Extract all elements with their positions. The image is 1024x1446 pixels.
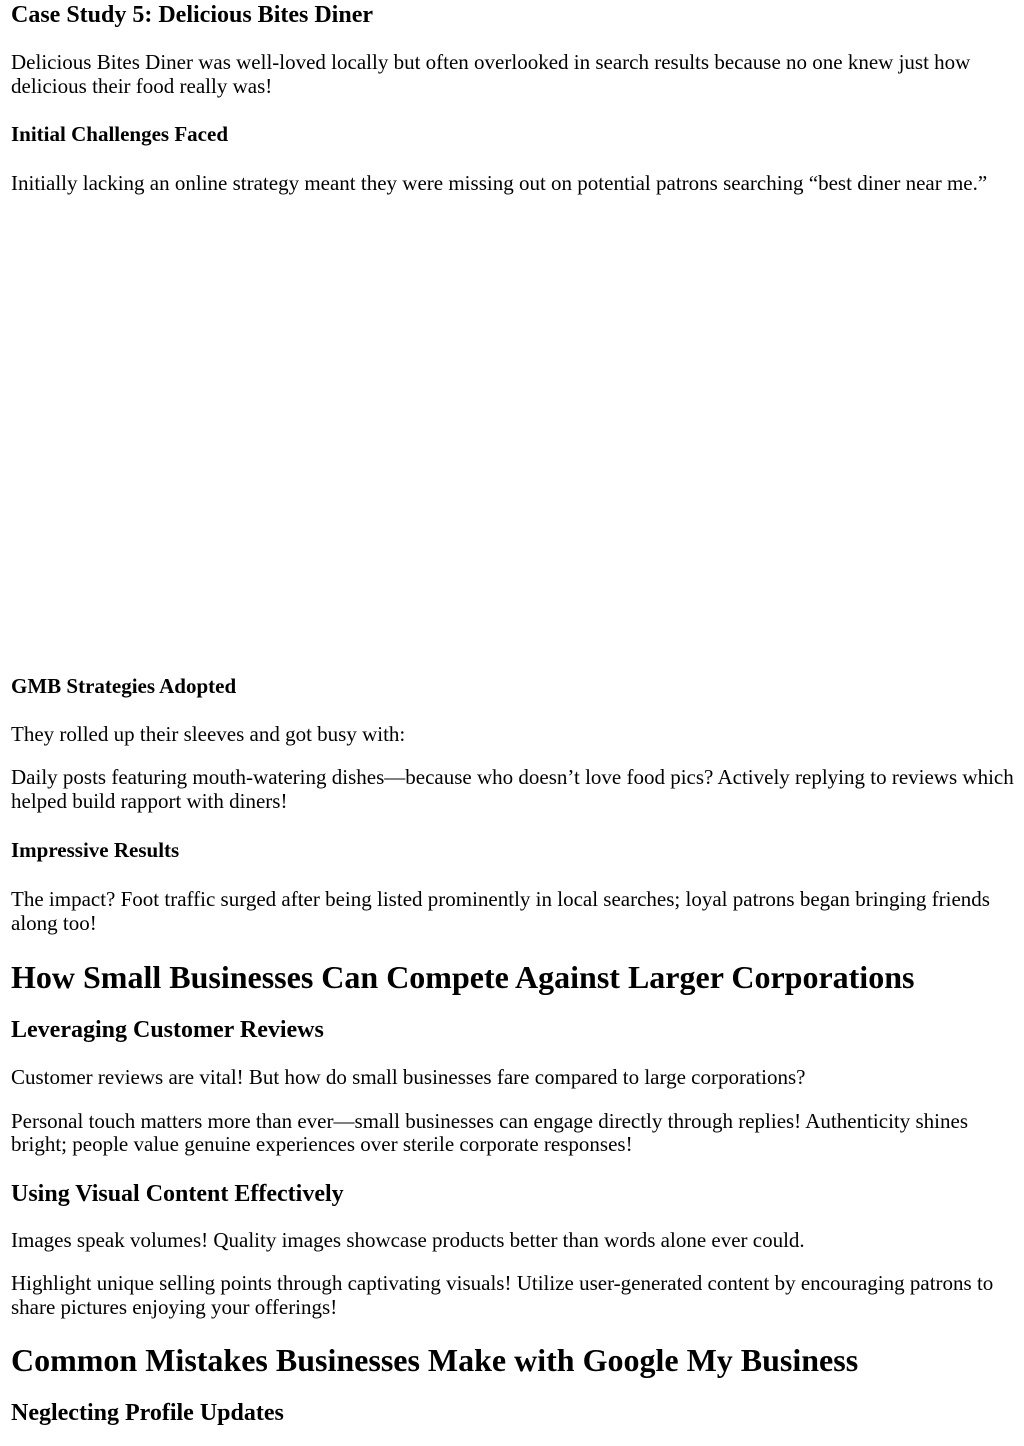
visual-content-heading: Using Visual Content Effectively xyxy=(11,1180,344,1207)
results-heading: Impressive Results xyxy=(11,838,180,862)
visual-paragraph-1: Images speak volumes! Quality images showcase products better than words alone ever could. xyxy=(11,1227,805,1252)
article-page xyxy=(11,0,1014,1427)
neglecting-updates-heading: Neglecting Profile Updates xyxy=(11,1400,284,1426)
compete-heading: How Small Businesses Can Compete Against Larger Corporations xyxy=(11,959,915,995)
case-study-title: Case Study 5: Delicious Bites Diner xyxy=(11,2,373,28)
reviews-paragraph-1: Customer reviews are vital! But how do small businesses fare compared to large corporations? xyxy=(11,1065,806,1089)
reviews-heading: Leveraging Customer Reviews xyxy=(11,1017,324,1043)
intro-paragraph: Delicious Bites Diner was well-loved locally but often overlooked in search results because no one knew just how delicious their food really was! xyxy=(11,50,971,98)
visual-paragraph-2: Highlight unique selling points through captivating visuals! Utilize user-generated content by encouraging patrons to share pictures enjoying your offerings! xyxy=(11,1271,994,1319)
challenges-paragraph: Initially lacking an online strategy meant they were missing out on potential patrons searching “best diner near me.” xyxy=(11,171,988,195)
reviews-paragraph-2: Personal touch matters more than ever—small businesses can engage directly through replies! Authenticity shines bright; people value genuine experiences over sterile corporate responses! xyxy=(11,1108,968,1156)
mistakes-heading: Common Mistakes Businesses Make with Google My Business xyxy=(11,1342,859,1378)
blank-image-area xyxy=(11,216,1014,656)
challenges-heading: Initial Challenges Faced xyxy=(11,122,229,146)
strategies-intro: They rolled up their sleeves and got busy with: xyxy=(11,721,406,746)
strategies-paragraph: Daily posts featuring mouth-watering dishes—because who doesn’t love food pics? Actively replying to reviews which helped build rapport with diners! xyxy=(11,765,1014,813)
results-paragraph: The impact? Foot traffic surged after being listed prominently in local searches; loyal patrons began bringing friends along too! xyxy=(11,887,990,935)
strategies-heading: GMB Strategies Adopted xyxy=(11,673,237,698)
